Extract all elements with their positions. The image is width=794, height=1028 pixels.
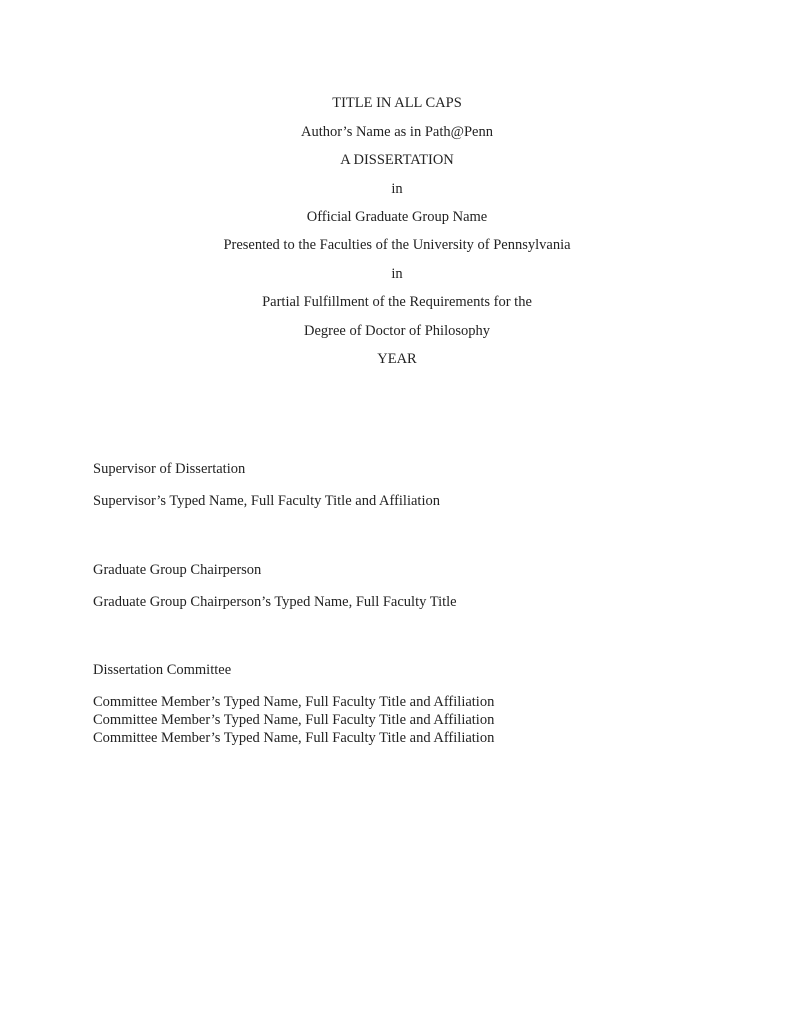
chair-heading: Graduate Group Chairperson — [93, 562, 262, 578]
fulfillment-statement: Partial Fulfillment of the Requirements for the — [262, 294, 532, 310]
supervisor-name: Supervisor’s Typed Name, Full Faculty Title and Affiliation — [93, 493, 440, 509]
degree-name: Degree of Doctor of Philosophy — [303, 323, 491, 339]
document-type: A DISSERTATION — [340, 152, 454, 168]
connector-in: in — [391, 266, 403, 282]
graduate-group: Official Graduate Group Name — [306, 209, 488, 225]
committee-heading: Dissertation Committee — [93, 662, 232, 678]
committee-member: Committee Member’s Typed Name, Full Faculty Title and Affiliation — [93, 712, 495, 728]
author-name: Author’s Name as in Path@Penn — [301, 124, 493, 140]
chair-name: Graduate Group Chairperson’s Typed Name, Full Faculty Title — [93, 594, 457, 610]
dissertation-title: TITLE IN ALL CAPS — [332, 95, 462, 111]
connector-in: in — [391, 181, 403, 197]
committee-member: Committee Member’s Typed Name, Full Faculty Title and Affiliation — [93, 730, 495, 746]
year: YEAR — [377, 351, 417, 367]
committee-member: Committee Member’s Typed Name, Full Faculty Title and Affiliation — [93, 694, 495, 710]
presented-to: Presented to the Faculties of the University of Pennsylvania — [223, 237, 571, 253]
supervisor-heading: Supervisor of Dissertation — [93, 461, 246, 477]
